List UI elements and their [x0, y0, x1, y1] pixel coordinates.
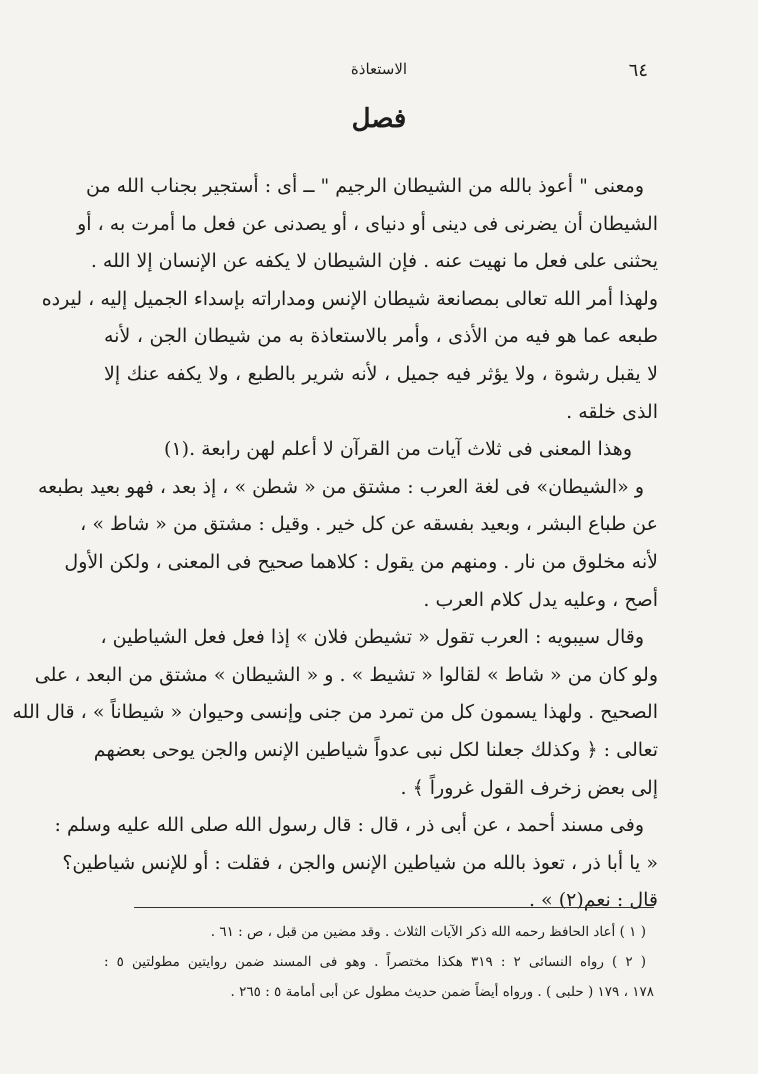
text-line: و «الشيطان» فى لغة العرب : مشتق من « شطن » ، إذ بعد ، فهو بعيد بطبعه	[37, 475, 644, 498]
page-header	[110, 60, 648, 84]
text-line: ولو كان من « شاط » لقالوا « تشيط » . و « الشيطان » مشتق من البعد ، على	[34, 663, 658, 686]
running-title: الاستعاذة	[350, 60, 408, 78]
body-text	[12, 168, 658, 920]
footnotes	[104, 917, 654, 1007]
text-line: وهذا المعنى فى ثلاث آيات من القرآن لا أعلم لهن رابعة .(١)	[164, 438, 632, 461]
text-line: الشيطان أن يضرنى فى دينى أو دنياى ، أو يصدنى عن فعل ما أمرت به ، أو	[77, 212, 658, 235]
section-title: فصل	[351, 104, 407, 134]
text-line: عن طباع البشر ، وبعيد بفسقه عن كل خير . وقيل : مشتق من « شاط » ،	[80, 513, 658, 536]
page-number: ٦٤	[628, 60, 648, 81]
text-line: ومعنى " أعوذ بالله من الشيطان الرجيم " ــ أى : أستجير بجناب الله من	[86, 175, 644, 197]
footnote-line: ( ٢ ) رواه النسائى ٢ : ٣١٩ هكذا مختصراً . وهو فى المسند ضمن روايتين مطولتين ٥ :	[104, 954, 646, 970]
text-line: « يا أبا ذر ، تعوذ بالله من شياطين الإنس والجن ، فقلت : أو للإنس شياطين؟	[62, 851, 658, 874]
text-line: وقال سيبويه : العرب تقول « تشيطن فلان » إذا فعل فعل الشياطين ،	[100, 626, 644, 649]
text-line: أصح ، وعليه يدل كلام العرب .	[423, 588, 658, 611]
text-line: الصحيح . ولهذا يسمون كل من تمرد من جنى وإنسى وحيوان « شيطاناً » ، قال الله	[12, 701, 658, 724]
footnote-line: ( ١ ) أعاد الحافظ رحمه الله ذكر الآيات الثلاث . وقد مضين من قبل ، ص : ٦١ .	[210, 924, 646, 940]
text-line: قال : نعم(٢) » .	[528, 889, 658, 912]
footnote-line: ١٧٨ ، ١٧٩ ( حلبى ) . ورواه أيضاً ضمن حديث مطول عن أبى أمامة ٥ : ٢٦٥ .	[230, 984, 654, 1000]
text-line: لا يقبل رشوة ، ولا يؤثر فيه جميل ، لأنه شرير بالطبع ، ولا يكفه عنك إلا	[104, 362, 658, 385]
text-line: ولهذا أمر الله تعالى بمصانعة شيطان الإنس ومداراته بإسداء الجميل إليه ، ليرده	[41, 287, 658, 310]
text-line: إلى بعض زخرف القول غروراً ﴾ .	[400, 776, 658, 799]
text-line: الذى خلقه .	[566, 400, 658, 423]
text-line: تعالى : ﴿ وكذلك جعلنا لكل نبى عدواً شياطين الإنس والجن يوحى بعضهم	[93, 738, 658, 761]
text-line: طبعه عما هو فيه من الأذى ، وأمر بالاستعاذة به من شيطان الجن ، لأنه	[104, 325, 658, 348]
text-line: لأنه مخلوق من نار . ومنهم من يقول : كلاهما صحيح فى المعنى ، ولكن الأول	[64, 550, 658, 573]
text-line: يحثنى على فعل ما نهيت عنه . فإن الشيطان لا يكفه عن الإنسان إلا الله .	[90, 250, 658, 273]
text-line: وفى مسند أحمد ، عن أبى ذر ، قال : قال رسول الله صلى الله عليه وسلم :	[54, 814, 644, 837]
footnote-divider	[134, 907, 654, 908]
